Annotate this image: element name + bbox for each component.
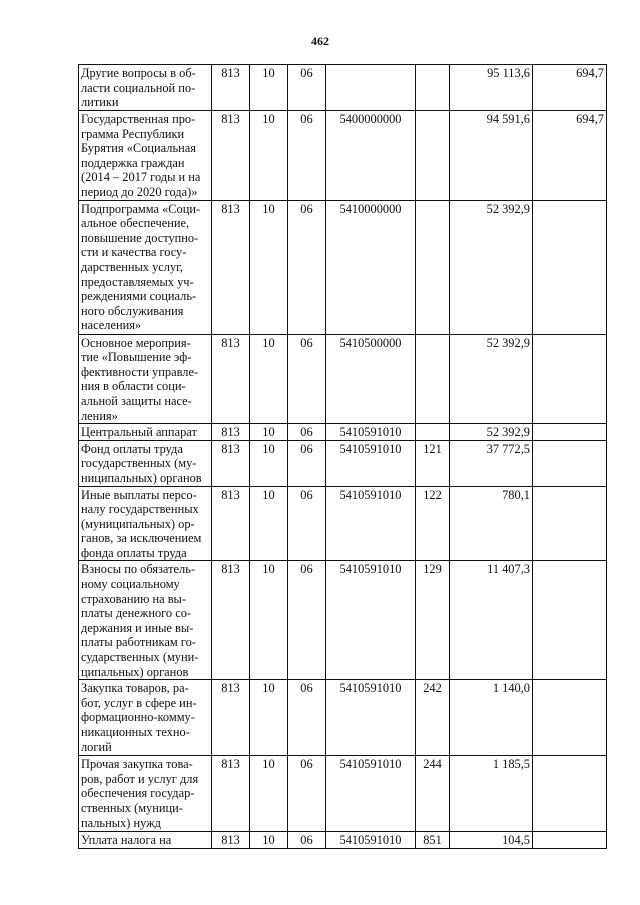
row-name-text: Взносы по обязатель- ному социальному страхованию на вы- платы денежного со- держания и иные вы- платы работникам го- сударственных (муни- ципальных) органов: [81, 562, 199, 679]
table-row: [79, 832, 607, 849]
ministry-code-cell: [212, 561, 250, 680]
section-code-cell: [250, 424, 288, 441]
ministry-code-cell: [212, 200, 250, 334]
amount-1-cell: [450, 111, 533, 201]
row-name-text: Центральный аппарат: [81, 425, 197, 440]
ministry-code-cell: [212, 424, 250, 441]
row-name-cell: [79, 334, 212, 424]
subsection-code-cell: [288, 486, 326, 561]
amount-1-text: 11 407,3: [487, 562, 530, 577]
amount-2-cell: [533, 440, 607, 486]
target-article-text: 5410591010: [339, 833, 402, 848]
row-name-text: Иные выплаты персо- налу государственных (муниципальных) ор- ганов, за исключением фонда оплаты труда: [81, 487, 202, 560]
subsection-code-text: 06: [300, 201, 313, 216]
target-article-cell: [326, 440, 416, 486]
subsection-code-cell: [288, 424, 326, 441]
target-article-text: 5410591010: [339, 487, 402, 502]
ministry-code-text: 813: [221, 112, 240, 126]
target-article-text: 5410591010: [339, 425, 402, 440]
amount-1-cell: [450, 561, 533, 680]
budget-table: [78, 64, 607, 849]
target-article-cell: [326, 756, 416, 832]
expense-type-cell: [416, 680, 450, 756]
expense-type-cell: [416, 424, 450, 441]
section-code-cell: [250, 111, 288, 201]
section-code-text: 10: [262, 335, 275, 350]
row-name-text: Основное мероприя- тие «Повышение эф- фективности управле- ния в области соци- альной защиты насе- ления»: [81, 335, 199, 423]
section-code-cell: [250, 561, 288, 680]
target-article-text: 5410591010: [339, 681, 402, 696]
table-row: [79, 561, 607, 680]
ministry-code-text: 813: [221, 757, 240, 772]
section-code-text: 10: [262, 833, 275, 848]
target-article-cell: [326, 424, 416, 441]
subsection-code-cell: [288, 832, 326, 849]
ministry-code-cell: [212, 486, 250, 561]
section-code-cell: [250, 65, 288, 111]
target-article-text: 5410000000: [339, 201, 402, 216]
row-name-cell: [79, 440, 212, 486]
target-article-cell: [326, 334, 416, 424]
expense-type-cell: [416, 756, 450, 832]
amount-2-cell: [533, 832, 607, 849]
row-name-cell: [79, 756, 212, 832]
target-article-cell: [326, 680, 416, 756]
amount-2-cell: [533, 65, 607, 111]
table-row: [79, 680, 607, 756]
table-row: [79, 200, 607, 334]
expense-type-text: 244: [423, 757, 442, 772]
row-name-cell: [79, 486, 212, 561]
ministry-code-text: 813: [221, 335, 240, 350]
amount-1-cell: [450, 756, 533, 832]
subsection-code-cell: [288, 440, 326, 486]
row-name-text: Другие вопросы в об- ласти социальной по- литики: [81, 66, 196, 110]
ministry-code-cell: [212, 756, 250, 832]
subsection-code-text: 06: [300, 562, 313, 577]
amount-2-cell: [533, 200, 607, 334]
section-code-text: 10: [262, 425, 275, 440]
subsection-code-cell: [288, 111, 326, 201]
amount-1-text: 1 140,0: [492, 681, 530, 696]
row-name-cell: [79, 680, 212, 756]
row-name-text: Государственная про- грамма Республики Бурятия «Социальная поддержка граждан (2014 – 2017 годы и на период до 2020 года)»: [81, 112, 201, 199]
ministry-code-cell: [212, 111, 250, 201]
amount-1-cell: [450, 832, 533, 849]
target-article-cell: [326, 111, 416, 201]
ministry-code-text: 813: [221, 425, 240, 440]
subsection-code-text: 06: [300, 335, 313, 350]
expense-type-cell: [416, 561, 450, 680]
row-name-cell: [79, 111, 212, 201]
ministry-code-text: 813: [221, 681, 240, 696]
target-article-cell: [326, 832, 416, 849]
target-article-text: 5410591010: [339, 757, 402, 772]
amount-2-cell: [533, 561, 607, 680]
ministry-code-text: 813: [221, 66, 240, 80]
row-name-text: Прочая закупка това- ров, работ и услуг для обеспечения государ- ственных (муници- пальных) нужд: [81, 757, 199, 830]
subsection-code-text: 06: [300, 833, 313, 848]
section-code-cell: [250, 440, 288, 486]
target-article-text: 5410500000: [339, 335, 402, 350]
section-code-cell: [250, 832, 288, 849]
section-code-text: 10: [262, 562, 275, 577]
table-row: [79, 440, 607, 486]
section-code-cell: [250, 486, 288, 561]
subsection-code-text: 06: [300, 441, 313, 456]
section-code-cell: [250, 680, 288, 756]
expense-type-text: 122: [423, 487, 442, 502]
expense-type-text: 851: [423, 833, 442, 848]
row-name-cell: [79, 65, 212, 111]
ministry-code-cell: [212, 65, 250, 111]
expense-type-cell: [416, 111, 450, 201]
subsection-code-text: 06: [300, 425, 313, 440]
section-code-cell: [250, 200, 288, 334]
expense-type-text: 129: [423, 562, 442, 577]
section-code-cell: [250, 334, 288, 424]
expense-type-cell: [416, 832, 450, 849]
amount-1-text: 104,5: [502, 833, 530, 848]
section-code-text: 10: [262, 66, 275, 80]
amount-1-cell: [450, 680, 533, 756]
expense-type-cell: [416, 440, 450, 486]
section-code-text: 10: [262, 201, 275, 216]
expense-type-cell: [416, 486, 450, 561]
amount-1-cell: [450, 424, 533, 441]
amount-1-cell: [450, 65, 533, 111]
amount-1-cell: [450, 486, 533, 561]
page-number: 462: [311, 34, 329, 48]
ministry-code-cell: [212, 334, 250, 424]
expense-type-cell: [416, 65, 450, 111]
section-code-text: 10: [262, 112, 275, 126]
amount-2-cell: [533, 424, 607, 441]
subsection-code-text: 06: [300, 681, 313, 696]
amount-2-cell: [533, 334, 607, 424]
amount-2-cell: [533, 111, 607, 201]
section-code-text: 10: [262, 681, 275, 696]
amount-1-text: 94 591,6: [486, 112, 530, 126]
section-code-cell: [250, 756, 288, 832]
ministry-code-text: 813: [221, 441, 240, 456]
row-name-text: Уплата налога на: [81, 833, 172, 848]
subsection-code-cell: [288, 200, 326, 334]
target-article-text: 5400000000: [339, 112, 402, 126]
amount-2-cell: [533, 486, 607, 561]
amount-2-cell: [533, 680, 607, 756]
amount-1-text: 52 392,9: [486, 425, 530, 440]
subsection-code-cell: [288, 756, 326, 832]
expense-type-cell: [416, 200, 450, 334]
ministry-code-cell: [212, 680, 250, 756]
amount-1-text: 52 392,9: [486, 335, 530, 350]
subsection-code-cell: [288, 680, 326, 756]
amount-1-text: 95 113,6: [487, 66, 530, 80]
subsection-code-cell: [288, 65, 326, 111]
table-row: [79, 486, 607, 561]
table-row: [79, 65, 607, 111]
row-name-text: Закупка товаров, ра- бот, услуг в сфере ин- формационно-комму- никационных техно- логий: [81, 681, 197, 754]
subsection-code-text: 06: [300, 112, 313, 126]
table-row: [79, 424, 607, 441]
ministry-code-text: 813: [221, 562, 240, 577]
subsection-code-text: 06: [300, 66, 313, 80]
ministry-code-text: 813: [221, 833, 240, 848]
amount-1-text: 52 392,9: [486, 201, 530, 216]
target-article-cell: [326, 65, 416, 111]
amount-1-text: 780,1: [502, 487, 530, 502]
row-name-cell: [79, 200, 212, 334]
target-article-cell: [326, 486, 416, 561]
target-article-cell: [326, 561, 416, 680]
row-name-cell: [79, 424, 212, 441]
subsection-code-text: 06: [300, 487, 313, 502]
table-row: [79, 334, 607, 424]
ministry-code-text: 813: [221, 487, 240, 502]
amount-1-cell: [450, 440, 533, 486]
subsection-code-cell: [288, 561, 326, 680]
target-article-cell: [326, 200, 416, 334]
section-code-text: 10: [262, 441, 275, 456]
section-code-text: 10: [262, 757, 275, 772]
subsection-code-cell: [288, 334, 326, 424]
expense-type-text: 121: [423, 441, 442, 456]
table-row: [79, 111, 607, 201]
row-name-cell: [79, 561, 212, 680]
amount-1-cell: [450, 334, 533, 424]
target-article-text: 5410591010: [339, 562, 402, 577]
expense-type-cell: [416, 334, 450, 424]
amount-2-text: 694,7: [576, 112, 604, 126]
row-name-text: Фонд оплаты труда государственных (му- ниципальных) органов: [81, 441, 202, 485]
amount-1-text: 1 185,5: [492, 757, 530, 772]
amount-2-cell: [533, 756, 607, 832]
amount-1-cell: [450, 200, 533, 334]
expense-type-text: 242: [423, 681, 442, 696]
table-row: [79, 756, 607, 832]
subsection-code-text: 06: [300, 757, 313, 772]
row-name-text: Подпрограмма «Соци- альное обеспечение, повышение доступно- сти и качества госу- дарственных услуг, предоставляемых уч- реждениями социаль- ного обслуживания населения»: [81, 201, 201, 333]
ministry-code-cell: [212, 832, 250, 849]
ministry-code-cell: [212, 440, 250, 486]
section-code-text: 10: [262, 487, 275, 502]
target-article-text: 5410591010: [339, 441, 402, 456]
row-name-cell: [79, 832, 212, 849]
ministry-code-text: 813: [221, 201, 240, 216]
amount-1-text: 37 772,5: [486, 441, 530, 456]
amount-2-text: 694,7: [576, 66, 604, 80]
